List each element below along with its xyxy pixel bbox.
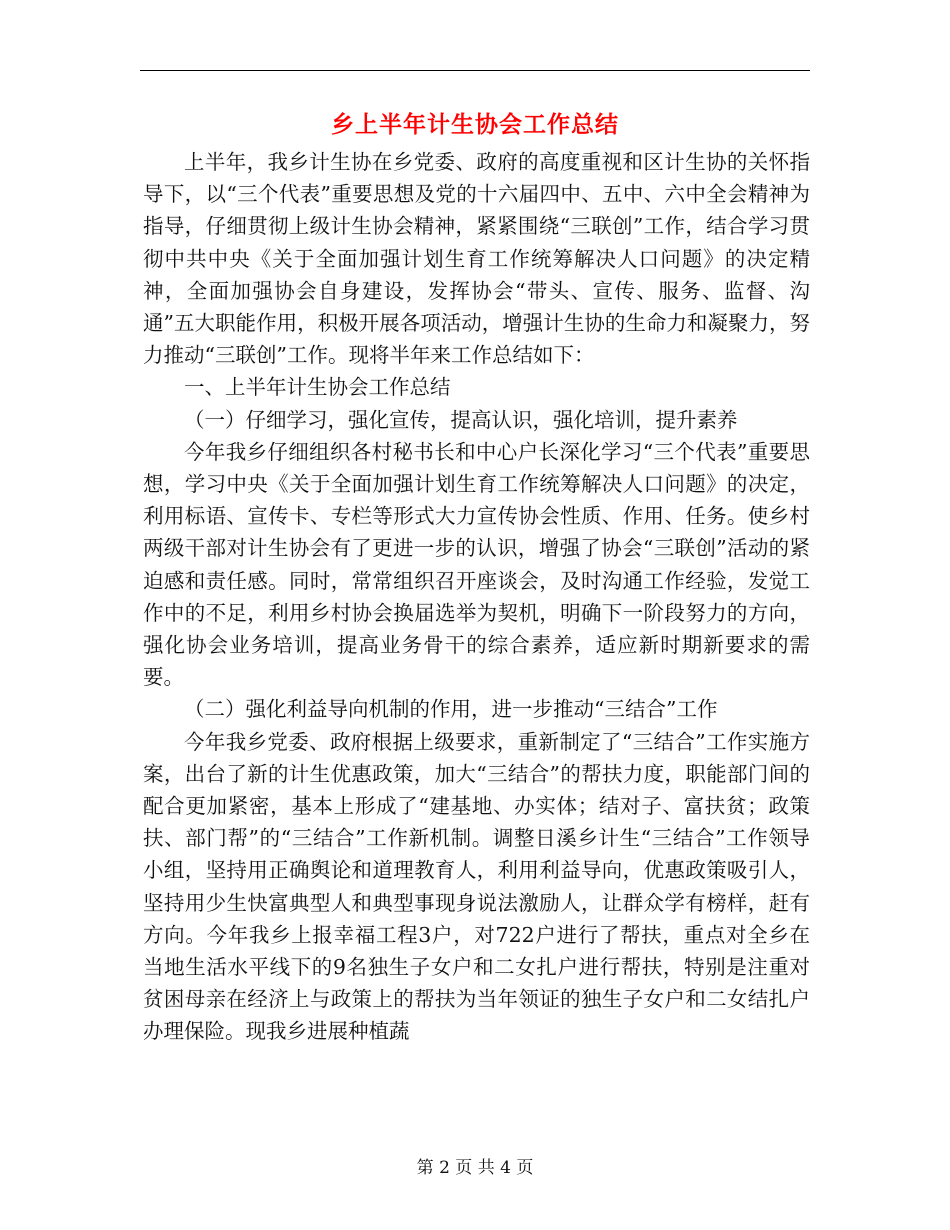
subsection-heading-1: （一）仔细学习，强化宣传，提高认识，强化培训，提升素养 [184, 407, 738, 432]
body-paragraph-2: 今年我乡党委、政府根据上级要求，重新制定了“三结合”工作实施方案，出台了新的计生优惠政策，加大“三结合”的帮扶力度，职能部门间的配合更加紧密，基本上形成了“建基地、办实体；结对子、富扶贫；政策扶、部门帮”的“三结合”工作新机制。调整日溪乡计生“三结合”工作领导小组，坚持用正确舆论和道理教育人，利用利益导向，优惠政策吸引人，坚持用少生快富典型人和典型事现身说法激励人，让群众学有榜样，赶有方向。今年我乡上报幸福工程3户，对722户进行了帮扶，重点对全乡在当地生活水平线下的9名独生子女户和二女扎户进行帮扶，特别是注重对贫困母亲在经济上与政策上的帮扶为当年领证的独生子女户和二女结扎户办理保险。现我乡进展种植蔬 [143, 729, 810, 1044]
body-paragraph-1: 今年我乡仔细组织各村秘书长和中心户长深化学习“三个代表”重要思想，学习中央《关于全面加强计划生育工作统筹解决人口问题》的决定，利用标语、宣传卡、专栏等形式大力宣传协会性质、作用、任务。使乡村两级干部对计生协会有了更进一步的认识，增强了协会“三联创”活动的紧迫感和责任感。同时，常常组织召开座谈会，及时沟通工作经验，发觉工作中的不足，利用乡村协会换届选举为契机，明确下一阶段努力的方向，强化协会业务培训，提高业务骨干的综合素养，适应新时期新要求的需要。 [143, 439, 810, 690]
header-rule [140, 70, 810, 71]
subsection-heading-2: （二）强化利益导向机制的作用，进一步推动“三结合”工作 [184, 697, 718, 722]
document-title: 乡上半年计生协会工作总结 [331, 112, 619, 138]
document-body [143, 146, 810, 1048]
intro-paragraph: 上半年，我乡计生协在乡党委、政府的高度重视和区计生协的关怀指导下，以“三个代表”重要思想及党的十六届四中、五中、六中全会精神为指导，仔细贯彻上级计生协会精神，紧紧围绕“三联创”工作，结合学习贯彻中共中央《关于全面加强计划生育工作统筹解决人口问题》的决定精神，全面加强协会自身建设，发挥协会“带头、宣传、服务、监督、沟通”五大职能作用，积极开展各项活动，增强计生协的生命力和凝聚力，努力推动“三联创”工作。现将半年来工作总结如下： [143, 150, 810, 368]
page-number: 第 2 页 共 4 页 [416, 1158, 534, 1178]
section-heading-1: 一、上半年计生协会工作总结 [184, 375, 451, 400]
